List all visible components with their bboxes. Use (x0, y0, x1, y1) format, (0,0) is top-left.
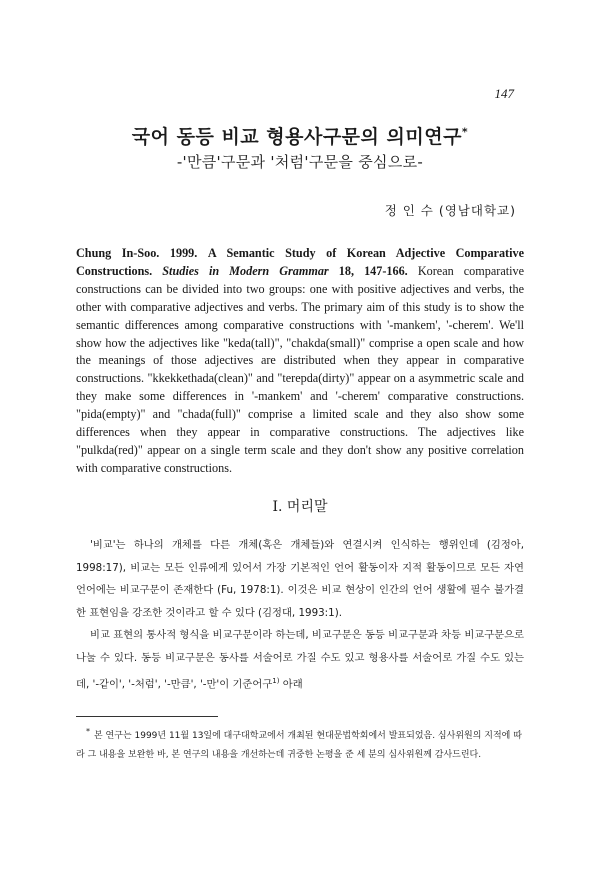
abstract (76, 245, 524, 478)
title-footnote-marker: * (461, 125, 469, 139)
author-name: 정 인 수 (384, 203, 434, 218)
body-text (76, 534, 524, 696)
abstract-volume: 18, 147-166. (338, 263, 408, 278)
author-line (385, 201, 516, 219)
body-paragraph-text: 비교 표현의 통사적 형식을 비교구문이라 하는데, 비교구문은 동등 비교구문과 차등 비교구문으로 나눌 수 있다. 동등 비교구문은 동사를 서술어로 가질 수도 있고 형용사를 서술어로 가질 수도 있는데, '-같이', '-처럼', '-만큼', '-만'이 기준어구 (76, 629, 524, 690)
abstract-citation-title: A Semantic Study of Korean Adjective Comparative Constructions. (76, 246, 524, 278)
title-text: 국어 동등 비교 형용사구문의 의미연구 (131, 126, 462, 148)
abstract-journal: Studies in Modern Grammar (162, 263, 329, 278)
footnote-mark: * (86, 727, 90, 736)
body-paragraph-2 (76, 624, 524, 695)
footnote (76, 722, 528, 765)
paper-subtitle: -'만큼'구문과 '처럼'구문을 중심으로- (176, 153, 424, 171)
body-paragraph-tail: 아래 (279, 677, 303, 690)
section-heading: I. 머리말 (272, 499, 328, 515)
footnote-divider (76, 716, 218, 717)
abstract-body: Korean comparative constructions can be divided into two groups: one with positive adjectives and verbs, the other with comparative adjectives and verbs. The primary aim of this study is to show the semantic differences among comparative constructions with '-mankem', '-cherem'. We'll show how the adjectives like "keda(tall)", "chakda(small)" comprise a open scale and how the meanings of those adjectives are distributed when they appear in comparative constructions. "kkekkethada(clean)" and "terepda(dirty)" appear on a asymmetric scale and they make some differences in '-mankem' and '-cherem' comparative constructions. "pida(empty)" and "chada(full)" comprise a limited scale and they also show some differences when they appear in comparative constructions. The adjectives like "pulkda(red)" appear on a single term scale and they don't show any positive correlation with comparative constructions. (76, 263, 525, 475)
footnote-text: 본 연구는 1999년 11월 13일에 대구대학교에서 개최된 현대문법학회에서 발표되었음. 심사위원의 지적에 따라 그 내용을 보완한 바, 본 연구의 내용을 개선하는데 귀중한 논평을 준 세 분의 심사위원께 감사드린다. (76, 731, 522, 760)
abstract-citation-author: Chung In-Soo. 1999. (76, 246, 198, 260)
paper-title (0, 122, 600, 149)
page-number: 147 (494, 86, 514, 101)
author-affiliation: (영남대학교) (438, 203, 516, 218)
body-paragraph: '비교'는 하나의 개체를 다른 개체(혹은 개체들)와 연결시켜 인식하는 행위인데 (김정아, 1998:17), 비교는 모든 인류에게 있어서 가장 기본적인 언어 활동이자 지적 활동이므로 모든 자연 언어에는 비교구문이 존재한다 (Fu, 1978:1). 이것은 비교 현상이 인간의 언어 생활에 필수 불가결한 표현임을 강조한 것이라고 할 수 있다 (김정대, 1993:1). (76, 539, 524, 619)
footnote-ref: 1) (272, 676, 280, 685)
